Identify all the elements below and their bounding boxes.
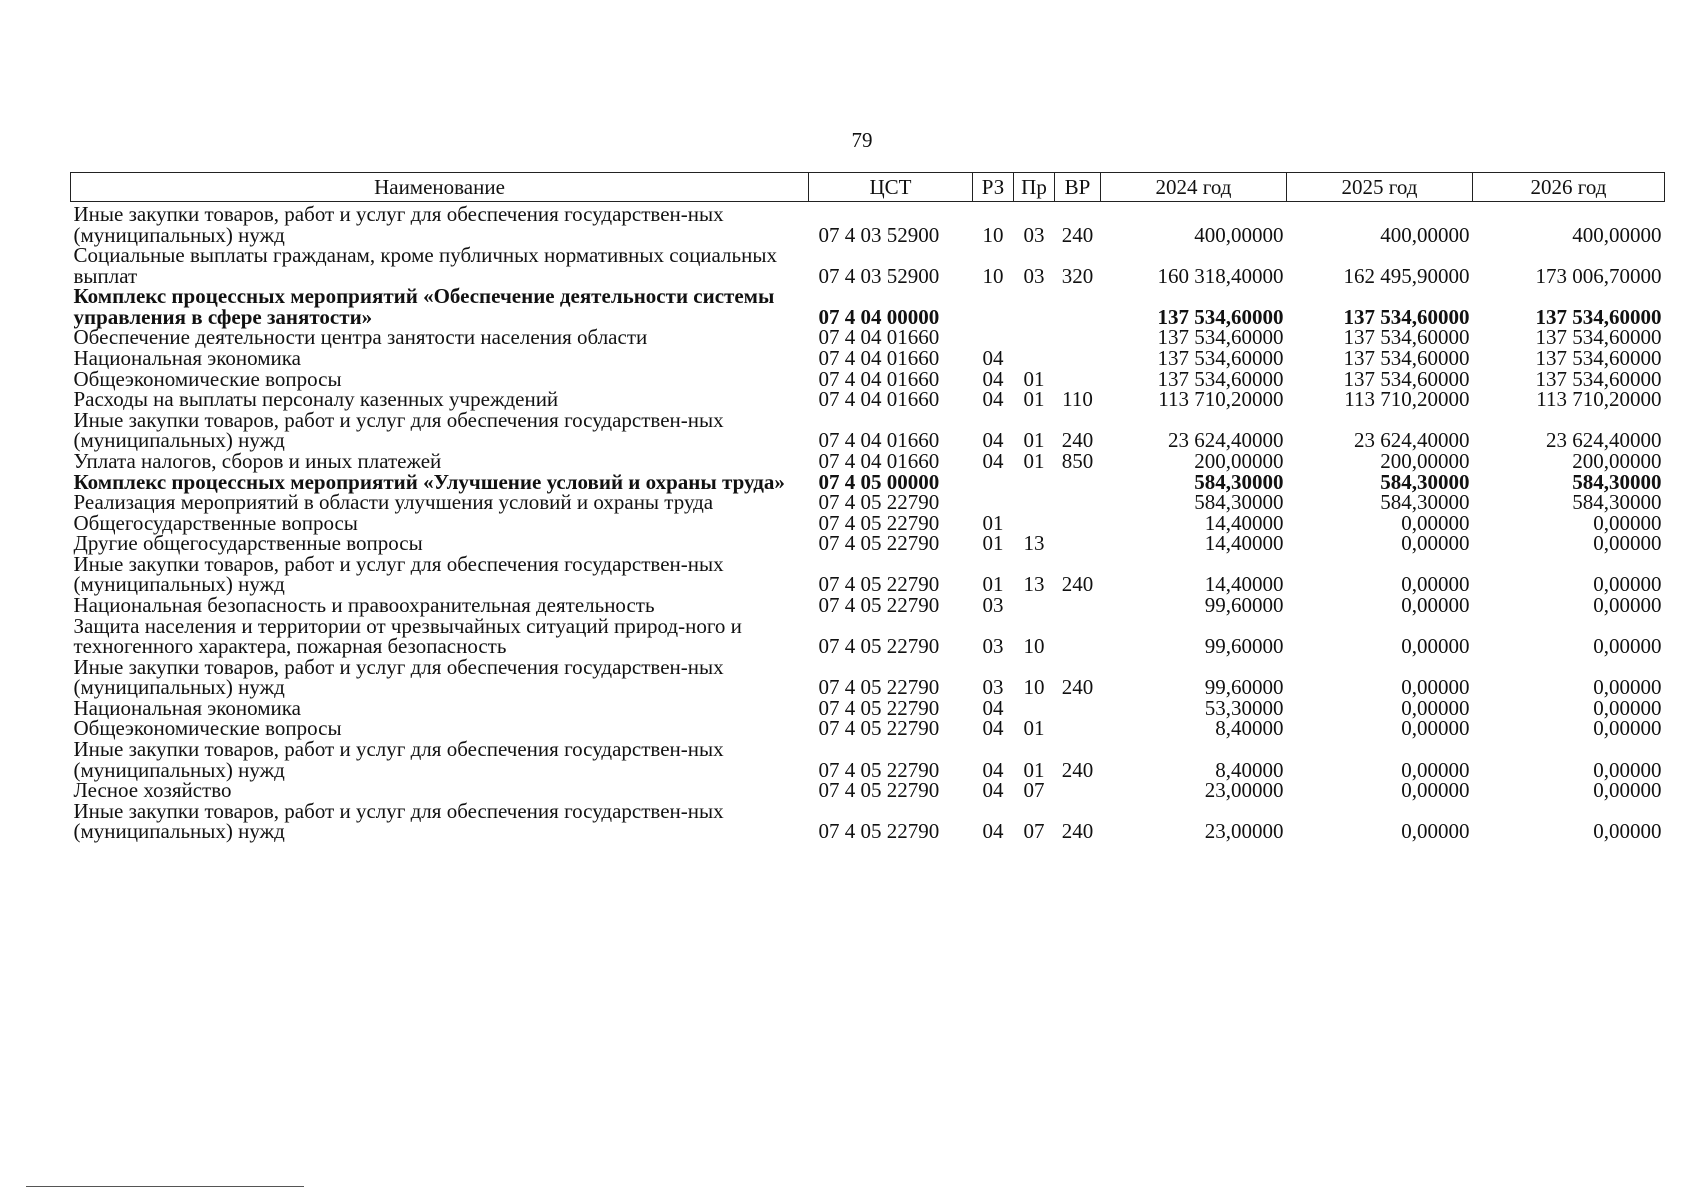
row-pr: 10 (1023, 634, 1045, 659)
row-code: 07 4 04 01660 (818, 346, 940, 371)
row-amount-2025: 137 534,60000 (1343, 346, 1470, 371)
row-vr (1055, 327, 1101, 348)
row-amount-2024: 99,60000 (1204, 592, 1284, 617)
row-rz (973, 286, 1014, 327)
row-code: 07 4 05 22790 (818, 490, 940, 515)
table-row (71, 718, 1665, 739)
row-amount-2024: 99,60000 (1204, 634, 1284, 659)
row-amount-2026: 137 534,60000 (1535, 346, 1662, 371)
row-name: Защита населения и территории от чрезвычайных ситуаций природ-ного и техногенного характера, пожарная безопасность (73, 613, 742, 659)
row-amount-2024: 400,00000 (1194, 222, 1284, 247)
row-amount-2025: 0,00000 (1401, 757, 1470, 782)
row-pr (1014, 472, 1055, 493)
row-pr (1014, 348, 1055, 369)
row-name: Иные закупки товаров, работ и услуг для обеспечения государствен-ных (муниципальных) нужд (73, 737, 724, 782)
row-amount-2026: 173 006,70000 (1535, 263, 1662, 288)
row-amount-2024: 137 534,60000 (1157, 346, 1284, 371)
table-row (71, 451, 1665, 472)
row-amount-2024: 99,60000 (1204, 675, 1284, 700)
row-pr: 07 (1023, 819, 1045, 844)
row-amount-2026: 0,00000 (1593, 778, 1662, 803)
row-vr (1055, 472, 1101, 493)
row-amount-2026: 584,30000 (1572, 490, 1662, 515)
row-rz: 03 (982, 634, 1004, 659)
row-amount-2026: 0,00000 (1593, 592, 1662, 617)
row-vr: 240 (1061, 428, 1094, 453)
row-amount-2025: 0,00000 (1401, 572, 1470, 597)
row-code: 07 4 05 00000 (818, 469, 940, 494)
row-vr: 110 (1062, 387, 1093, 412)
row-amount-2025: 584,30000 (1380, 490, 1470, 515)
row-vr: 850 (1061, 448, 1094, 473)
table-row (71, 595, 1665, 616)
row-rz (973, 327, 1014, 348)
row-amount-2026: 200,00000 (1572, 448, 1662, 473)
row-name: Общеэкономические вопросы (73, 366, 342, 391)
row-amount-2026: 0,00000 (1593, 510, 1662, 535)
row-code: 07 4 04 00000 (818, 304, 940, 329)
row-code: 07 4 05 22790 (818, 757, 940, 782)
row-name: Иные закупки товаров, работ и услуг для обеспечения государствен-ных (муниципальных) нужд (73, 551, 724, 597)
row-amount-2024: 137 534,60000 (1157, 304, 1284, 329)
row-amount-2024: 23,00000 (1204, 778, 1284, 803)
row-code: 07 4 03 52900 (818, 222, 940, 247)
row-pr: 07 (1023, 778, 1045, 803)
row-code: 07 4 05 22790 (818, 634, 940, 659)
row-amount-2025: 0,00000 (1401, 634, 1470, 659)
row-name: Иные закупки товаров, работ и услуг для обеспечения государствен-ных (муниципальных) нужд (73, 202, 724, 247)
header-name: Наименование (71, 173, 809, 202)
row-amount-2024: 8,40000 (1215, 716, 1284, 741)
row-vr (1055, 348, 1101, 369)
row-amount-2024: 14,40000 (1204, 510, 1284, 535)
row-amount-2025: 0,00000 (1401, 531, 1470, 556)
row-amount-2024: 584,30000 (1194, 469, 1284, 494)
row-vr: 320 (1061, 263, 1094, 288)
row-pr: 03 (1023, 263, 1045, 288)
header-rz: РЗ (973, 173, 1014, 202)
row-rz: 04 (982, 757, 1004, 782)
row-vr (1055, 513, 1101, 534)
row-amount-2025: 0,00000 (1401, 695, 1470, 720)
table-row (71, 554, 1665, 595)
table-row (71, 369, 1665, 390)
row-code: 07 4 04 01660 (818, 325, 940, 350)
row-pr (1014, 327, 1055, 348)
row-rz: 03 (982, 675, 1004, 700)
row-amount-2025: 584,30000 (1380, 469, 1470, 494)
row-pr: 13 (1023, 531, 1045, 556)
row-name: Реализация мероприятий в области улучшения условий и охраны труда (73, 490, 714, 515)
row-pr: 10 (1023, 675, 1045, 700)
row-code: 07 4 04 01660 (818, 448, 940, 473)
row-amount-2025: 137 534,60000 (1343, 366, 1470, 391)
row-amount-2026: 137 534,60000 (1535, 304, 1662, 329)
row-pr (1014, 513, 1055, 534)
row-pr: 01 (1023, 448, 1045, 473)
row-code: 07 4 05 22790 (818, 778, 940, 803)
row-pr (1014, 595, 1055, 616)
row-amount-2024: 23 624,40000 (1168, 428, 1284, 453)
row-vr (1055, 286, 1101, 327)
row-code: 07 4 05 22790 (818, 695, 940, 720)
row-rz: 01 (982, 531, 1004, 556)
table-row (71, 245, 1665, 286)
row-amount-2026: 0,00000 (1593, 819, 1662, 844)
row-name: Общеэкономические вопросы (73, 716, 342, 741)
header-pr: Пр (1014, 173, 1055, 202)
row-amount-2024: 14,40000 (1204, 572, 1284, 597)
row-name: Обеспечение деятельности центра занятости населения области (73, 325, 648, 350)
table-row (71, 472, 1665, 493)
header-2024: 2024 год (1101, 173, 1287, 202)
row-amount-2026: 23 624,40000 (1546, 428, 1662, 453)
table-row (71, 657, 1665, 698)
table-row (71, 410, 1665, 451)
row-vr (1055, 492, 1101, 513)
row-amount-2024: 200,00000 (1194, 448, 1284, 473)
row-amount-2026: 400,00000 (1572, 222, 1662, 247)
row-code: 07 4 05 22790 (818, 819, 940, 844)
row-name: Иные закупки товаров, работ и услуг для обеспечения государствен-ных (муниципальных) нужд (73, 654, 724, 700)
row-name: Другие общегосударственные вопросы (73, 531, 423, 556)
row-rz: 04 (982, 346, 1004, 371)
row-rz: 04 (982, 387, 1004, 412)
row-amount-2024: 53,30000 (1204, 695, 1284, 720)
row-amount-2024: 23,00000 (1204, 819, 1284, 844)
row-name: Национальная экономика (73, 695, 301, 720)
row-amount-2025: 0,00000 (1401, 778, 1470, 803)
row-pr (1014, 492, 1055, 513)
row-amount-2025: 162 495,90000 (1343, 263, 1470, 288)
row-amount-2025: 137 534,60000 (1343, 325, 1470, 350)
row-vr: 240 (1061, 572, 1094, 597)
page-number: 79 (851, 128, 873, 152)
row-amount-2026: 0,00000 (1593, 572, 1662, 597)
row-rz: 04 (982, 716, 1004, 741)
row-amount-2025: 23 624,40000 (1354, 428, 1470, 453)
row-pr: 13 (1023, 572, 1045, 597)
row-code: 07 4 05 22790 (818, 716, 940, 741)
table-row (71, 513, 1665, 534)
row-amount-2025: 0,00000 (1401, 675, 1470, 700)
row-code: 07 4 03 52900 (818, 263, 940, 288)
row-amount-2025: 400,00000 (1380, 222, 1470, 247)
row-rz: 10 (982, 222, 1004, 247)
row-pr (1014, 286, 1055, 327)
header-2026: 2026 год (1473, 173, 1665, 202)
row-name: Общегосударственные вопросы (73, 510, 358, 535)
table-row (71, 348, 1665, 369)
row-amount-2025: 200,00000 (1380, 448, 1470, 473)
table-row (71, 698, 1665, 719)
row-vr (1055, 718, 1101, 739)
row-vr (1055, 595, 1101, 616)
row-amount-2026: 0,00000 (1593, 695, 1662, 720)
table-row (71, 801, 1665, 842)
table-row (71, 202, 1665, 246)
row-vr: 240 (1061, 675, 1094, 700)
row-rz (973, 492, 1014, 513)
row-code: 07 4 05 22790 (818, 592, 940, 617)
row-rz: 04 (982, 366, 1004, 391)
row-amount-2025: 113 710,20000 (1344, 387, 1470, 412)
row-vr (1055, 698, 1101, 719)
row-amount-2024: 584,30000 (1194, 490, 1284, 515)
row-amount-2026: 137 534,60000 (1535, 325, 1662, 350)
row-name: Расходы на выплаты персоналу казенных учреждений (73, 387, 559, 412)
table-row (71, 327, 1665, 348)
table-body (71, 202, 1665, 842)
budget-table (70, 172, 1665, 842)
row-amount-2026: 584,30000 (1572, 469, 1662, 494)
row-name: Иные закупки товаров, работ и услуг для обеспечения государствен-ных (муниципальных) нужд (73, 798, 724, 844)
table-row (71, 389, 1665, 410)
table-row (71, 492, 1665, 513)
row-pr: 01 (1023, 387, 1045, 412)
row-vr (1055, 780, 1101, 801)
table-row (71, 286, 1665, 327)
table-row (71, 533, 1665, 554)
row-amount-2024: 137 534,60000 (1157, 366, 1284, 391)
row-vr (1055, 533, 1101, 554)
row-name: Социальные выплаты гражданам, кроме публичных нормативных социальных выплат (73, 243, 777, 288)
row-code: 07 4 05 22790 (818, 572, 940, 597)
row-amount-2026: 0,00000 (1593, 531, 1662, 556)
row-pr: 01 (1023, 428, 1045, 453)
row-vr: 240 (1061, 222, 1094, 247)
row-pr: 01 (1023, 716, 1045, 741)
row-pr: 03 (1023, 222, 1045, 247)
row-rz: 04 (982, 819, 1004, 844)
row-amount-2025: 0,00000 (1401, 716, 1470, 741)
row-rz: 04 (982, 695, 1004, 720)
row-amount-2025: 0,00000 (1401, 819, 1470, 844)
row-rz: 01 (982, 510, 1004, 535)
row-vr: 240 (1061, 819, 1094, 844)
row-rz: 04 (982, 448, 1004, 473)
row-code: 07 4 05 22790 (818, 531, 940, 556)
header-2025: 2025 год (1287, 173, 1473, 202)
row-pr (1014, 698, 1055, 719)
row-rz: 03 (982, 592, 1004, 617)
table-row (71, 616, 1665, 657)
header-vr: ВР (1055, 173, 1101, 202)
header-code: ЦСТ (809, 173, 973, 202)
row-rz: 01 (982, 572, 1004, 597)
row-amount-2024: 160 318,40000 (1157, 263, 1284, 288)
row-pr: 01 (1023, 366, 1045, 391)
row-code: 07 4 04 01660 (818, 428, 940, 453)
row-amount-2026: 0,00000 (1593, 716, 1662, 741)
footer-divider (26, 1186, 304, 1187)
row-name: Уплата налогов, сборов и иных платежей (73, 448, 442, 473)
row-code: 07 4 04 01660 (818, 387, 940, 412)
table-row (71, 780, 1665, 801)
row-rz: 04 (982, 778, 1004, 803)
row-amount-2025: 0,00000 (1401, 592, 1470, 617)
row-vr (1055, 616, 1101, 657)
row-code: 07 4 05 22790 (818, 510, 940, 535)
row-code: 07 4 04 01660 (818, 366, 940, 391)
row-amount-2024: 113 710,20000 (1158, 387, 1284, 412)
table-header-row (71, 173, 1665, 202)
row-amount-2024: 14,40000 (1204, 531, 1284, 556)
row-amount-2025: 137 534,60000 (1343, 304, 1470, 329)
row-rz: 10 (982, 263, 1004, 288)
row-name: Комплекс процессных мероприятий «Улучшение условий и охраны труда» (73, 469, 785, 494)
row-amount-2025: 0,00000 (1401, 510, 1470, 535)
row-name: Комплекс процессных мероприятий «Обеспечение деятельности системы управления в сфере занятости» (73, 284, 775, 329)
row-rz (973, 472, 1014, 493)
table-row (71, 739, 1665, 780)
row-amount-2024: 8,40000 (1215, 757, 1284, 782)
row-name: Лесное хозяйство (73, 778, 232, 803)
row-amount-2026: 0,00000 (1593, 757, 1662, 782)
row-amount-2026: 0,00000 (1593, 634, 1662, 659)
row-name: Иные закупки товаров, работ и услуг для обеспечения государствен-ных (муниципальных) нужд (73, 407, 724, 453)
row-rz: 04 (982, 428, 1004, 453)
row-name: Национальная безопасность и правоохранительная деятельность (73, 592, 655, 617)
row-amount-2026: 0,00000 (1593, 675, 1662, 700)
row-code: 07 4 05 22790 (818, 675, 940, 700)
row-name: Национальная экономика (73, 346, 301, 371)
row-pr: 01 (1023, 757, 1045, 782)
row-vr: 240 (1061, 757, 1094, 782)
row-amount-2024: 137 534,60000 (1157, 325, 1284, 350)
row-vr (1055, 369, 1101, 390)
row-amount-2026: 137 534,60000 (1535, 366, 1662, 391)
row-amount-2026: 113 710,20000 (1536, 387, 1662, 412)
